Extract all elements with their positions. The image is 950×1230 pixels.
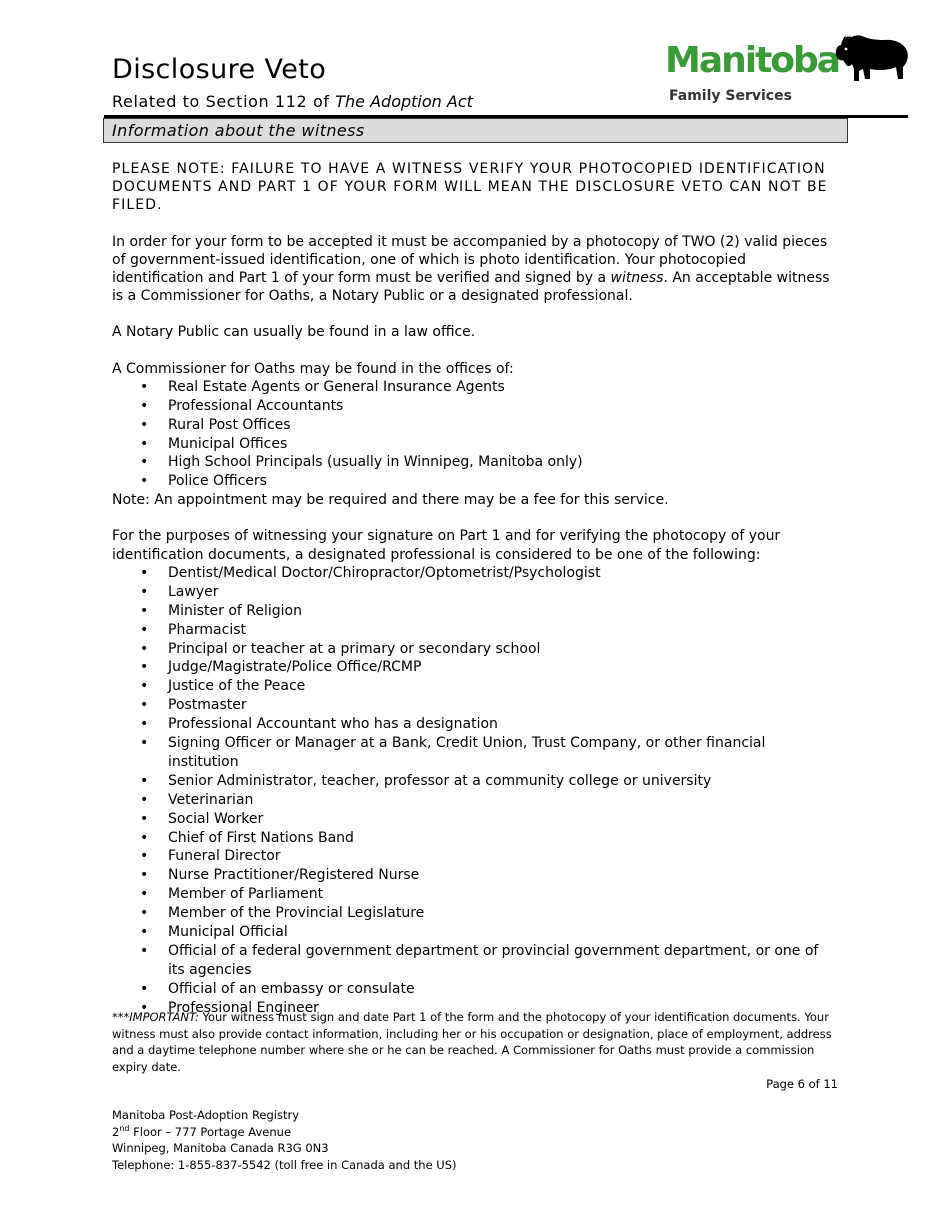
manitoba-logo [665,33,910,109]
list-item: • Official of an embassy or consulate [112,980,836,999]
important-note [112,1009,836,1075]
logo-department: Family Services [669,88,792,104]
footer-street-rest: Floor – 777 Portage Avenue [129,1124,292,1139]
footer-city: Winnipeg, Manitoba Canada R3G 0N3 [112,1141,329,1155]
list-item: • Police Officers [112,472,836,491]
document-subtitle [112,91,473,113]
footer-organization: Manitoba Post-Adoption Registry [112,1108,300,1122]
list-item: • Principal or teacher at a primary or secondary school [112,640,836,659]
list-item: • Lawyer [112,583,836,602]
commissioner-list [112,378,836,491]
section-heading-bar [103,118,848,143]
important-label: ***IMPORTANT: [112,1010,199,1024]
professional-intro: For the purposes of witnessing your signature on Part 1 and for verifying the photocopy of your identification documents, a designated professional is considered to be one of the following: [112,528,781,563]
footer-floor-number: 2 [112,1124,120,1139]
intro-witness-term: witness [610,270,664,287]
list-item: • Minister of Religion [112,602,836,621]
notice-paragraph: PLEASE NOTE: FAILURE TO HAVE A WITNESS VERIFY YOUR PHOTOCOPIED IDENTIFICATION DOCUMENTS AND PART 1 OF YOUR FORM WILL MEAN THE DISCLOSURE VETO CAN NOT BE FILED. [112,161,828,214]
list-item: • Pharmacist [112,621,836,640]
list-item: • Postmaster [112,696,836,715]
list-item: • Justice of the Peace [112,677,836,696]
list-item: • Signing Officer or Manager at a Bank, Credit Union, Trust Company, or other financial institution [112,734,836,772]
footer-street [112,1124,457,1141]
intro-text-start: In order for your form to be accepted it must be accompanied by a photocopy of TWO (2) valid pieces of government-issued identification, one of which is photo identification. Your photocopied identification and Part 1 of your form must be verified and signed by a [112,233,828,287]
list-item: • Chief of First Nations Band [112,829,836,848]
list-item: • High School Principals (usually in Winnipeg, Manitoba only) [112,453,836,472]
intro-text-end: . An acceptable witness is a Commissioner for Oaths, a Notary Public or a designated professional. [112,270,830,305]
list-item: • Nurse Practitioner/Registered Nurse [112,866,836,885]
subtitle-prefix: Related to Section 112 of [112,92,336,111]
list-item: • Senior Administrator, teacher, professor at a community college or university [112,772,836,791]
list-item: • Professional Accountant who has a designation [112,715,836,734]
document-title: Disclosure Veto [112,54,327,85]
list-item: • Municipal Offices [112,435,836,454]
document-body [112,160,836,1018]
professional-list [112,564,836,1018]
list-item: • Official of a federal government department or provincial government department, or one of its agencies [112,942,836,980]
footer-telephone: Telephone: 1-855-837-5542 (toll free in Canada and the US) [112,1157,457,1172]
list-item: • Funeral Director [112,847,836,866]
important-text: Your witness must sign and date Part 1 of the form and the photocopy of your identification documents. Your witness must also provide contact information, including her or his occupation or designation, place of employment, address and a daytime telephone number where she or he can be reached. A Commissioner for Oaths must provide a commission expiry date. [112,1010,832,1074]
list-item: • Real Estate Agents or General Insurance Agents [112,378,836,397]
list-item: • Professional Accountants [112,397,836,416]
list-item: • Judge/Magistrate/Police Office/RCMP [112,658,836,677]
bison-icon [832,33,910,88]
registry-address-footer [112,1107,457,1173]
intro-paragraph [112,233,836,306]
commissioner-note: Note: An appointment may be required and there may be a fee for this service. [112,492,669,509]
list-item: • Social Worker [112,810,836,829]
commissioner-intro: A Commissioner for Oaths may be found in the offices of: [112,360,514,377]
logo-wordmark: Manitoba [665,40,840,81]
section-heading: Information about the witness [112,121,365,140]
list-item: • Member of Parliament [112,885,836,904]
subtitle-act-name: The Adoption Act [335,92,473,111]
list-item: • Municipal Official [112,923,836,942]
footer-floor-suffix: nd [119,1123,130,1133]
list-item: • Dentist/Medical Doctor/Chiropractor/Optometrist/Psychologist [112,564,836,583]
notary-paragraph: A Notary Public can usually be found in a law office. [112,324,476,341]
list-item: • Member of the Provincial Legislature [112,904,836,923]
page-number: Page 6 of 11 [766,1077,838,1091]
list-item: • Professional Engineer [112,999,836,1018]
list-item: • Veterinarian [112,791,836,810]
list-item: • Rural Post Offices [112,416,836,435]
